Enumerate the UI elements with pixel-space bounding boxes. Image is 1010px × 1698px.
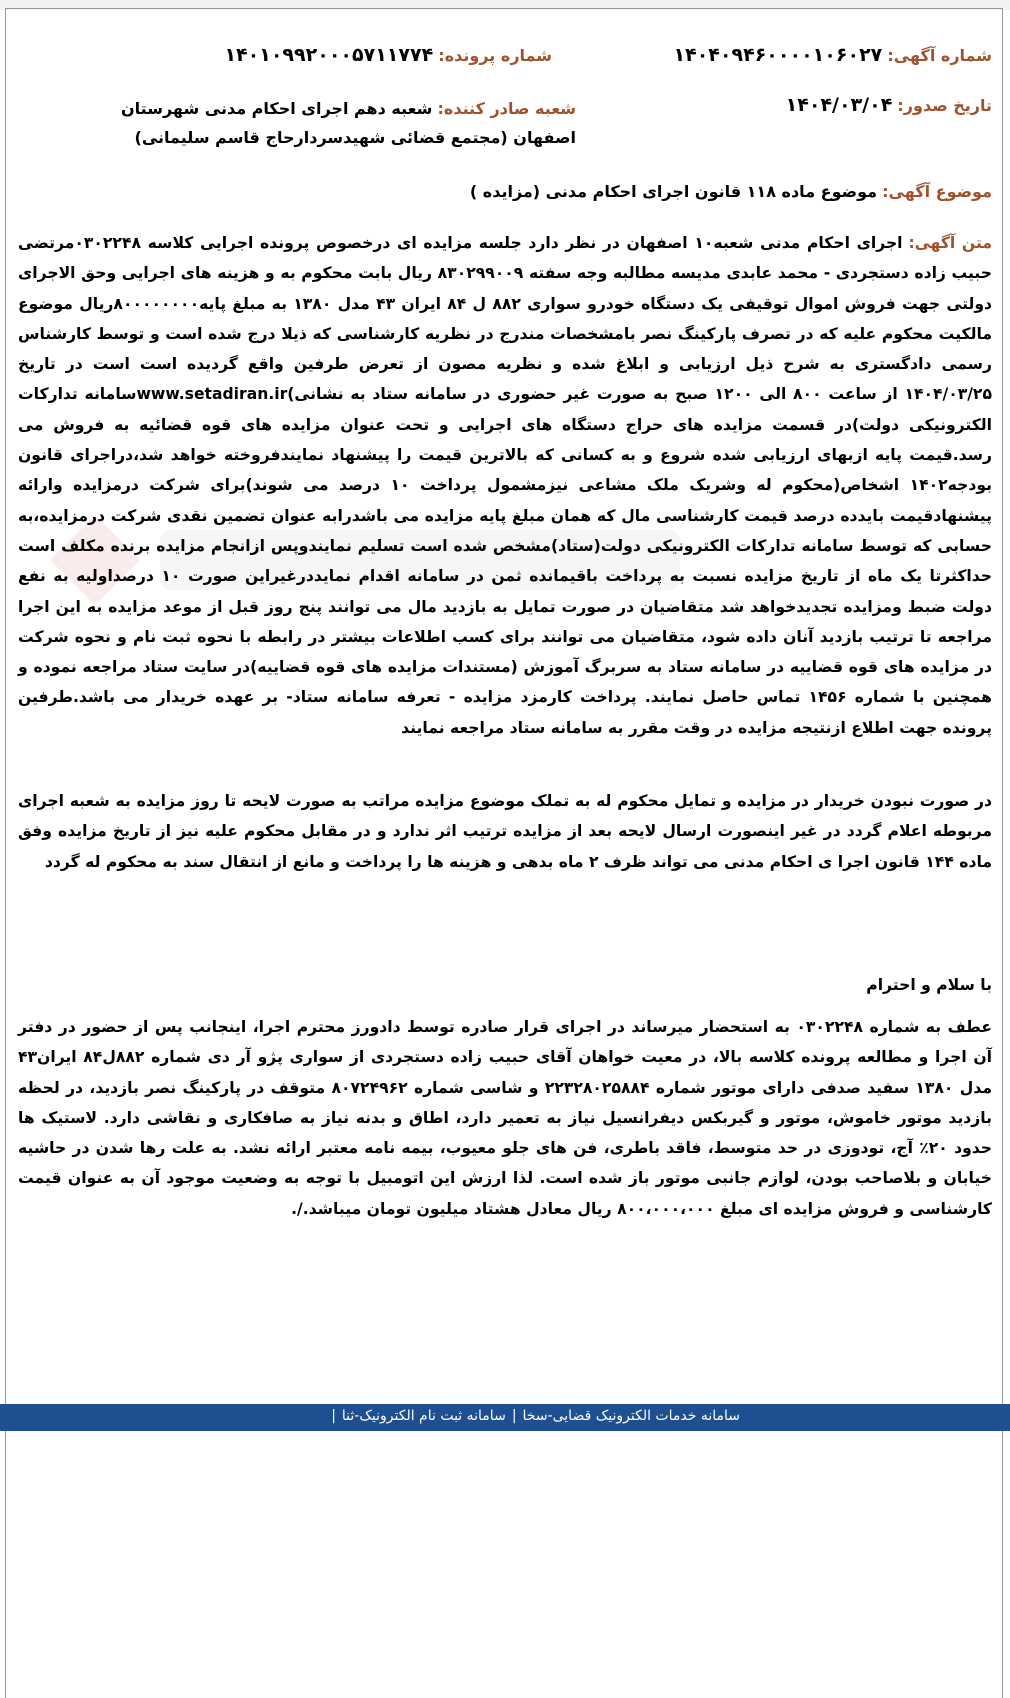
case-number: ۱۴۰۱۰۹۹۲۰۰۰۵۷۱۱۷۷۴ xyxy=(224,44,434,66)
subject-label: موضوع آگهی: xyxy=(882,182,992,201)
greeting: با سلام و احترام xyxy=(866,976,992,994)
notice-text-label: متن آگهی: xyxy=(908,234,992,252)
subject-field xyxy=(470,182,992,201)
notice-number: ۱۴۰۴۰۹۴۶۰۰۰۰۱۰۶۰۲۷ xyxy=(673,44,883,66)
issuing-branch: شعبه دهم اجرای احکام مدنی شهرستان اصفهان (مجتمع قضائی شهیدسردارحاج قاسم سلیمانی) xyxy=(121,99,576,147)
issue-date: ۱۴۰۴/۰۳/۰۴ xyxy=(785,94,893,116)
issue-date-field xyxy=(786,94,992,116)
footer-link-sana[interactable]: سامانه ثبت نام الکترونیک-ثنا xyxy=(341,1408,506,1424)
footer-separator: | xyxy=(511,1408,517,1424)
main-text-part1: اجرای احکام مدنی شعبه۱۰ اصفهان در نظر دارد جلسه مزایده ای درخصوص پرونده اجرایی کلاسه ۰۳۰۲۲۴۸مرتضی حبیب زاده دستجردی - محمد عابدی مدیسه مطالبه وجه سفته ۸۳۰۲۹۹۰۰۹ ریال بابت محکوم به و هزینه های اجرایی وحق الاجرای دولتی جهت فروش اموال توقیفی یک دستگاه خودرو سواری ۸۸۲ ل ۸۴ ایران ۴۳ مدل ۱۳۸۰ به مبلغ پایه۸۰۰۰۰۰۰۰۰ریال موضوع مالکیت محکوم علیه که در تصرف پارکینگ نصر بامشخصات مندرج در نظریه کارشناسی که ذیلا درج شده است و توسط کارشناس رسمی دادگستری به شرح ذیل ارزیابی و ابلاغ شده و نظریه مصون از تعرض طرفین واقع گردیده است است در تاریخ ۱۴۰۴/۰۳/۲۵ از ساعت ۸۰۰ الی ۱۲۰۰ صبح به صورت غیر حضوری در سامانه ستاد به نشانی) xyxy=(18,234,993,404)
notice-main-text xyxy=(18,228,992,743)
case-number-field xyxy=(224,44,552,66)
footer-bar xyxy=(0,1404,1010,1431)
setadiran-link[interactable]: www.setadiran.ir xyxy=(136,385,288,404)
case-number-label: شماره پرونده: xyxy=(438,46,552,65)
notice-number-field xyxy=(674,44,992,66)
expert-report-paragraph: عطف به شماره ۰۳۰۲۲۴۸ به استحضار میرساند در اجرای قرار صادره توسط دادورز محترم اجرا، اینجانب پس از حضور در دفتر آن اجرا و مطالعه پرونده کلاسه بالا، در معیت خواهان آقای حبیب زاده دستجردی از سواری پژو آر دی شماره ۸۸۲ل۸۴ ایران۴۳ مدل ۱۳۸۰ سفید صدفی دارای موتور شماره ۲۲۳۲۸۰۲۵۸۸۴ و شاسی شماره ۸۰۷۲۴۹۶۲ متوقف در پارکینگ نصر بازدید، در لحظه بازدید موتور خاموش، موتور و گیربکس دیفرانسیل نیاز به تعمیر دارد، اطاق و بدنه نیاز به صافکاری و نقاشی دارد. لاستیک ها حدود ۲۰٪ آج، تودوزی در حد متوسط، فاقد باطری، فن های جلو معیوب، بیمه نامه معتبر ارائه نشد. به علت رها شدن در حاشیه خیابان و بلاصاحب بودن، لوازم جانبی موتور باز شده است. لذا ارزش این اتومبیل با توجه به وضعیت موجود آن به عنوان قیمت کارشناسی و فروش مزایده ای مبلغ ۸۰۰،۰۰۰،۰۰۰ ریال معادل هشتاد میلیون تومان میباشد./. xyxy=(18,1018,993,1218)
issuing-branch-label: شعبه صادر کننده: xyxy=(437,99,576,118)
main-text-part2: سامانه تدارکات الکترونیکی دولت)در قسمت مزایده های حراج دستگاه های اجرایی و تحت عنوان مزایده های قوه قضائیه به فروش می رسد.قیمت پایه ازبهای ارزیابی شده شروع و به کسانی که بالاترین قیمت را پیشنهاد نمایندفروخته خواهد شد،دراجرای قانون بودجه۱۴۰۲ اشخاص(محکوم له وشریک ملک مشاعی نیزمشمول پرداخت ۱۰ درصد می شوند)برای شرکت درمزایده وارائه پیشنهادقیمت بایدده درصد قیمت کارشناسی مال که همان مبلغ پایه مزایده می باشدرابه عنوان تضمین نقدی شرکت درمزایده،به حسابی که توسط سامانه تدارکات الکترونیکی دولت(ستاد)مشخص شده است تسلیم نمایندوپس ازانجام مزایده برنده مکلف است حداکثرتا یک ماه از تاریخ مزایده نسبت به پرداخت باقیمانده ثمن در سامانه اقدام نمایددرغیراین صورت ۱۰ درصداولیه به نفع دولت ضبط ومزایده تجدیدخواهد شد متقاضیان در صورت تمایل به بازدید مال می توانند پنج روز قبل از موعد مزایده به این اجرا مراجعه تا ترتیب بازدید آنان داده شود، متقاضیان می توانند برای کسب اطلاعات بیشتر در رابطه با نحوه ثبت نام و نحوه شرکت در مزایده های قوه قضاییه در سامانه ستاد به سربرگ آموزش (مستندات مزایده های قوه قضاییه)در سایت ستاد مراجعه نموده و همچنین با شماره ۱۴۵۶ تماس حاصل نمایند. پرداخت کارمزد مزایده - تعرفه سامانه ستاد- بر عهده خریدار می باشد.طرفین پرونده جهت اطلاع ازنتیجه مزایده در وقت مقرر به سامانه ستاد مراجعه نمایند xyxy=(18,385,992,737)
subject-text: موضوع ماده ۱۱۸ قانون اجرای احکام مدنی (مزایده ) xyxy=(469,182,878,201)
notice-number-label: شماره آگهی: xyxy=(887,46,992,65)
footer-separator-end: | xyxy=(331,1408,336,1424)
paragraph-creditor-ownership: در صورت نبودن خریدار در مزایده و تمایل محکوم له به تملک موضوع مزایده مراتب به صورت لایحه تا روز مزایده به شعبه اجرای مربوطه اعلام گردد در غیر اینصورت ارسال لایحه بعد از مزایده ترتیب اثر ندارد و در مقابل محکوم علیه نیز از تاریخ مزایده وفق ماده ۱۴۴ قانون اجرا ی احکام مدنی می تواند ظرف ۲ ماه بدهی و هزینه ها را پرداخت و مانع از انتقال سند به محکوم له گردد xyxy=(18,792,992,871)
issuing-branch-field xyxy=(66,94,576,152)
issue-date-label: تاریخ صدور: xyxy=(897,96,992,115)
footer-link-sakha[interactable]: سامانه خدمات الکترونیک قضایی-سخا xyxy=(522,1408,740,1424)
